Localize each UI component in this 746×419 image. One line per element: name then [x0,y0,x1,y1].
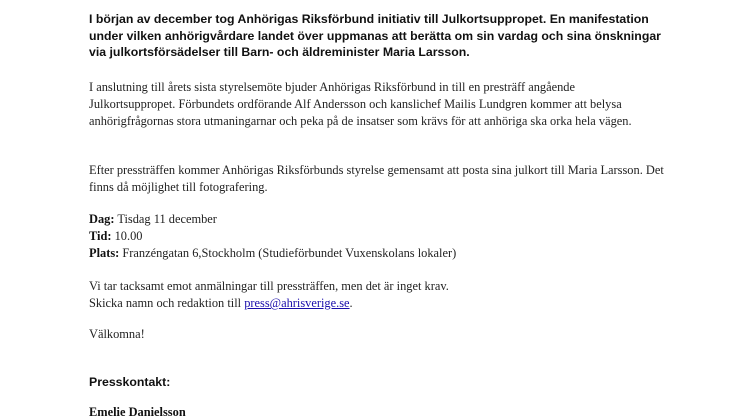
event-place [89,245,664,262]
welcome-text: Välkomna! [89,327,145,341]
press-contact-heading: Presskontakt: [89,375,171,389]
event-day-value: Tisdag 11 december [114,212,217,226]
event-place-value: Franzéngatan 6,Stockholm (Studieförbundet Vuxenskolans lokaler) [119,246,457,260]
event-details [89,211,664,262]
event-place-label: Plats: [89,246,120,260]
press-email-link[interactable]: press@ahrisverige.se [244,296,350,310]
body-paragraph-1: I anslutning till årets sista styrelsemöte bjuder Anhörigas Riksförbund in till en presträff angående Julkortsuppropet. Förbundets ordförande Alf Andersson och kanslichef Mailis Lundgren kommer att belysa anhörigfrågornas stora utmaningarnar och peka på de insatser som krävs för att anhöriga ska orka hela vägen. [89,80,632,128]
registration-suffix: . [349,296,353,310]
event-time-label: Tid: [89,229,112,243]
press-contact-name: Emelie Danielsson [89,405,186,419]
event-day-label: Dag: [89,212,115,226]
lead-paragraph: I början av december tog Anhörigas Riksförbund initiativ till Julkortsuppropet. En manifestation under vilken anhörigvårdare landet över uppmanas att berätta om sin vardag och sina önskningar via julkortsförsädelser till Barn- och äldreminister Maria Larsson. [89,12,661,59]
event-time [89,228,664,245]
registration-prefix: Skicka namn och redaktion till [89,296,245,310]
registration-info [89,278,664,312]
registration-line-2 [89,295,664,312]
body-paragraph-2: Efter pressträffen kommer Anhörigas Riksförbunds styrelse gemensamt att posta sina julkort till Maria Larsson. Det finns då möjlighet till fotografering. [89,163,664,194]
event-time-value: 10.00 [111,229,143,243]
event-day [89,211,664,228]
registration-line-1: Vi tar tacksamt emot anmälningar till pressträffen, men det är inget krav. [89,279,449,293]
